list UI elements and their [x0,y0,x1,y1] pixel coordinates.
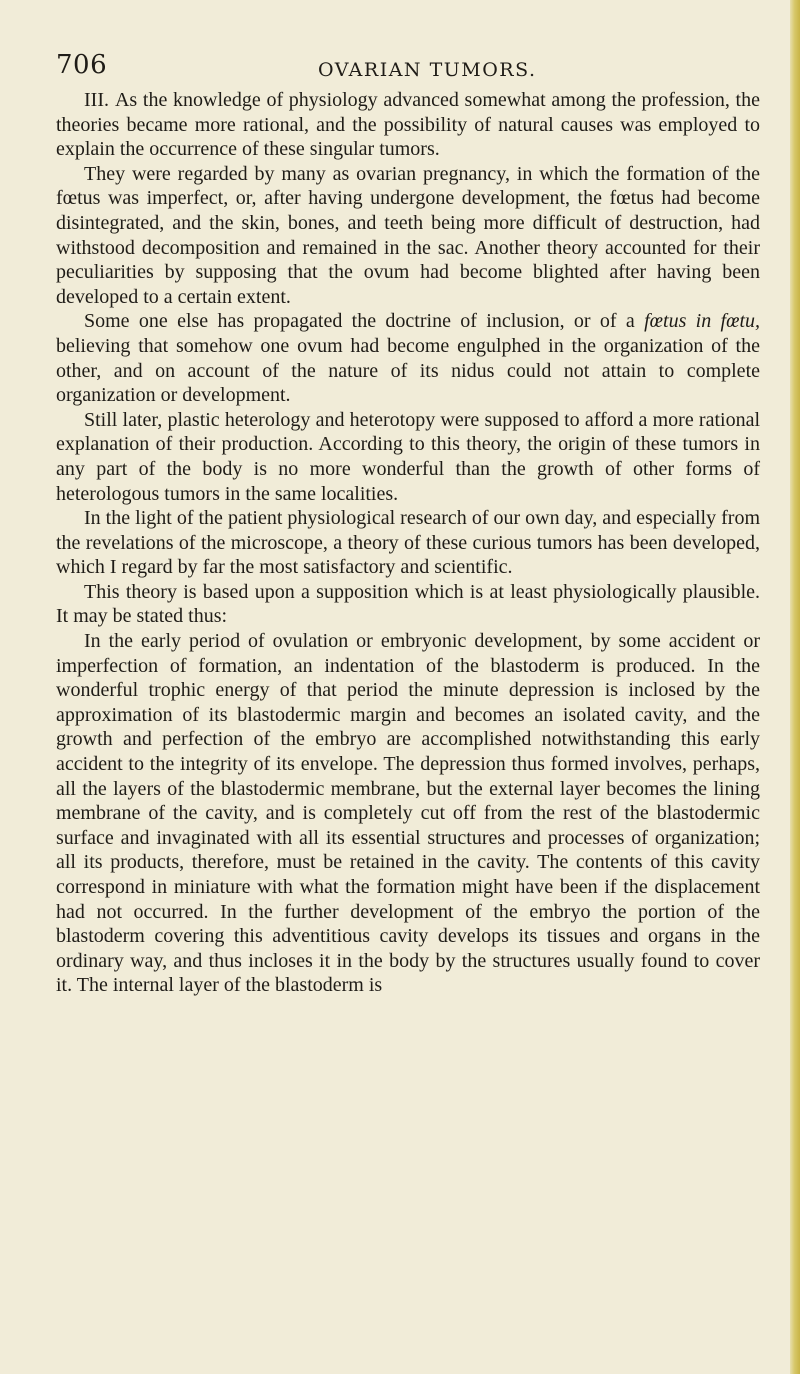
page-header [56,50,756,86]
paragraph-1-text: As the knowledge of physiology advanced somewhat among the profession, the theories became more rational, and the possibility of natural causes was employed to explain the occurrence of these singular tumors. [56,89,760,161]
paragraph-2: They were regarded by many as ovarian pregnancy, in which the formation of the fœtus was imperfect, or, after having undergone development, the fœtus had become disintegrated, and the skin, bones, and teeth being more difficult of destruction, had withstood decomposition and remained in the sac. Another theory accounted for their peculiarities by supposing that the ovum had become blighted after having been developed to a certain extent. [56,162,760,308]
paragraph-5: In the light of the patient physiological research of our own day, and especially from the revelations of the microscope, a theory of these curious tumors has been developed, which I regard by far the most satisfactory and scientific. [56,507,760,579]
section-number: III. [84,89,109,111]
body-text [56,88,760,998]
paragraph-4: Still later, plastic heterology and heterotopy were supposed to afford a more rational explanation of their production. According to this theory, the origin of these tumors in any part of the body is no more wonderful than the growth of other forms of heterologous tumors in the same localities. [56,408,760,505]
paragraph-3 [56,309,760,407]
paragraph-3-text-b: believing that somehow one ovum had become engulphed in the organization of the other, and on account of the nature of its nidus could not attain to complete organization or development. [56,334,760,407]
paragraph-7: In the early period of ovulation or embryonic development, by some accident or imperfection of formation, an indentation of the blastoderm is produced. In the wonderful trophic energy of that period the minute depression is inclosed by the approximation of its blastodermic margin and becomes an isolated cavity, and the growth and perfection of the embryo are accomplished notwithstanding this early accident to the integrity of its envelope. The depression thus formed involves, perhaps, all the layers of the blastodermic membrane, but the external layer becomes the lining membrane of the cavity, and is completely cut off from the rest of the blastodermic surface and invaginated with all its essential structures and processes of organization; all its products, therefore, must be retained in the cavity. The contents of this cavity correspond in miniature with what the formation might have been if the displacement had not occurred. In the further development of the embryo the portion of the blastoderm covering this adventitious cavity develops its tissues and organs in the ordinary way, and thus incloses it in the body by the structures usually found to cover it. The internal layer of the blastoderm is [56,630,760,997]
page-edge [790,0,800,1374]
paragraph-1 [56,88,760,162]
page-number: 706 [56,50,108,80]
paragraph-3-text-a: Some one else has propagated the doctrine of inclusion, or of a [84,310,645,333]
paragraph-6: This theory is based upon a supposition which is at least physiologically plausible. It may be stated thus: [56,580,760,628]
italic-phrase: fœtus in fœtu, [644,310,761,333]
running-title: OVARIAN TUMORS. [318,59,537,81]
